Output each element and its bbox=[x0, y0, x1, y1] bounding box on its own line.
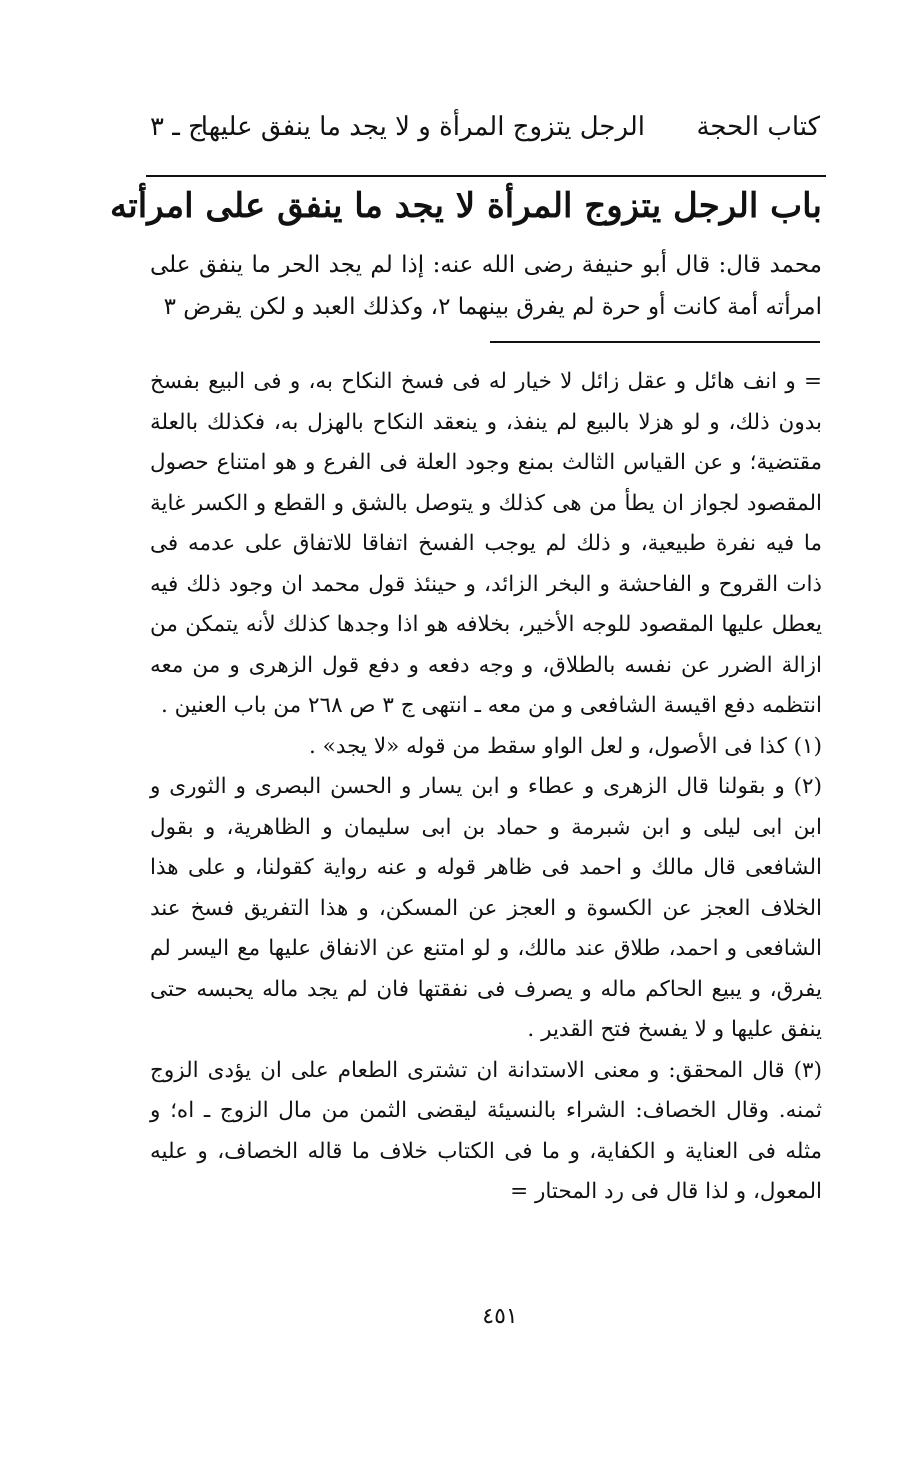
footnote-1: (١) كذا فى الأصول، و لعل الواو سقط من قوله «لا يجد» . bbox=[309, 733, 822, 759]
chapter-title: باب الرجل يتزوج المرأة لا يجد ما ينفق على امرأته bbox=[110, 186, 822, 226]
main-text bbox=[150, 244, 822, 328]
main-paragraph: محمد قال: قال أبو حنيفة رضى الله عنه: إذا لم يجد الحر ما ينفق على امرأته أمة كانت أو حرة لم يفرق بينهما ٢، وكذلك العبد و لكن يقرض ٣ bbox=[150, 252, 822, 320]
running-header-volume: ج ـ ٣ bbox=[150, 112, 205, 142]
footnote-separator bbox=[490, 341, 820, 343]
footnote-2: (٢) و بقولنا قال الزهرى و عطاء و ابن يسار و الحسن البصرى و الثورى و ابن ابى ليلى و ابن شبرمة و حماد بن ابى سليمان و الظاهرية، و بقول الشافعى قال مالك و احمد فى ظاهر قوله و عنه رواية كقولنا، و على هذا الخلاف العجز عن الكسوة و العجز عن المسكن، و هذا التفريق فسخ عند الشافعى و احمد، طلاق عند مالك، و لو امتنع عن الانفاق عليها مع اليسر لم يفرق، و يبيع الحاكم ماله و يصرف فى نفقتها فان لم يجد ماله يحبسه حتى ينفق عليها و لا يفسخ فتح القدير . bbox=[150, 774, 822, 1042]
footnote-continuation: = و انف هائل و عقل زائل لا خيار له فى فسخ النكاح به، و فى البيع بفسخ بدون ذلك، و لو هزلا بالبيع لم ينفذ، و ينعقد النكاح بالهزل به، فكذلك بالعلة مقتضية؛ و عن القياس الثالث بمنع وجود العلة فى الفرع و هو امتناع حصول المقصود لجواز ان يطأ من هى كذلك و يتوصل بالشق و القطع و الكسر غاية ما فيه نفرة طبيعية، و ذلك لم يوجب الفسخ اتفاقا للاتفاق على عدمه فى ذات القروح و الفاحشة و البخر الزائد، و حينئذ قول محمد ان وجود ذلك فيه يعطل عليها المقصود للوجه الأخير، بخلافه هو اذا وجدها كذلك لأنه يتمكن من ازالة الضرر عن نفسه بالطلاق، و وجه دفعه و دفع قول الزهرى و من معه انتظمه دفع اقيسة الشافعى و من معه ـ انتهى ج ٣ ص ٢٦٨ من باب العنين . bbox=[150, 369, 822, 718]
running-header-book-title: كتاب الحجة bbox=[696, 112, 820, 142]
page-number: ٤٥١ bbox=[482, 1304, 518, 1329]
running-header bbox=[150, 112, 820, 156]
footnotes bbox=[150, 362, 822, 1213]
running-header-topic: الرجل يتزوج المرأة و لا يجد ما ينفق عليها bbox=[200, 112, 645, 142]
header-rule bbox=[146, 175, 826, 177]
footnote-3: (٣) قال المحقق: و معنى الاستدانة ان تشترى الطعام على ان يؤدى الزوج ثمنه. وقال الخصاف: الشراء بالنسيئة ليقضى الثمن من مال الزوج ـ اه؛ و مثله فى العناية و الكفاية، و ما فى الكتاب خلاف ما قاله الخصاف، و عليه المعول، و لذا قال فى رد المحتار = bbox=[150, 1057, 822, 1204]
